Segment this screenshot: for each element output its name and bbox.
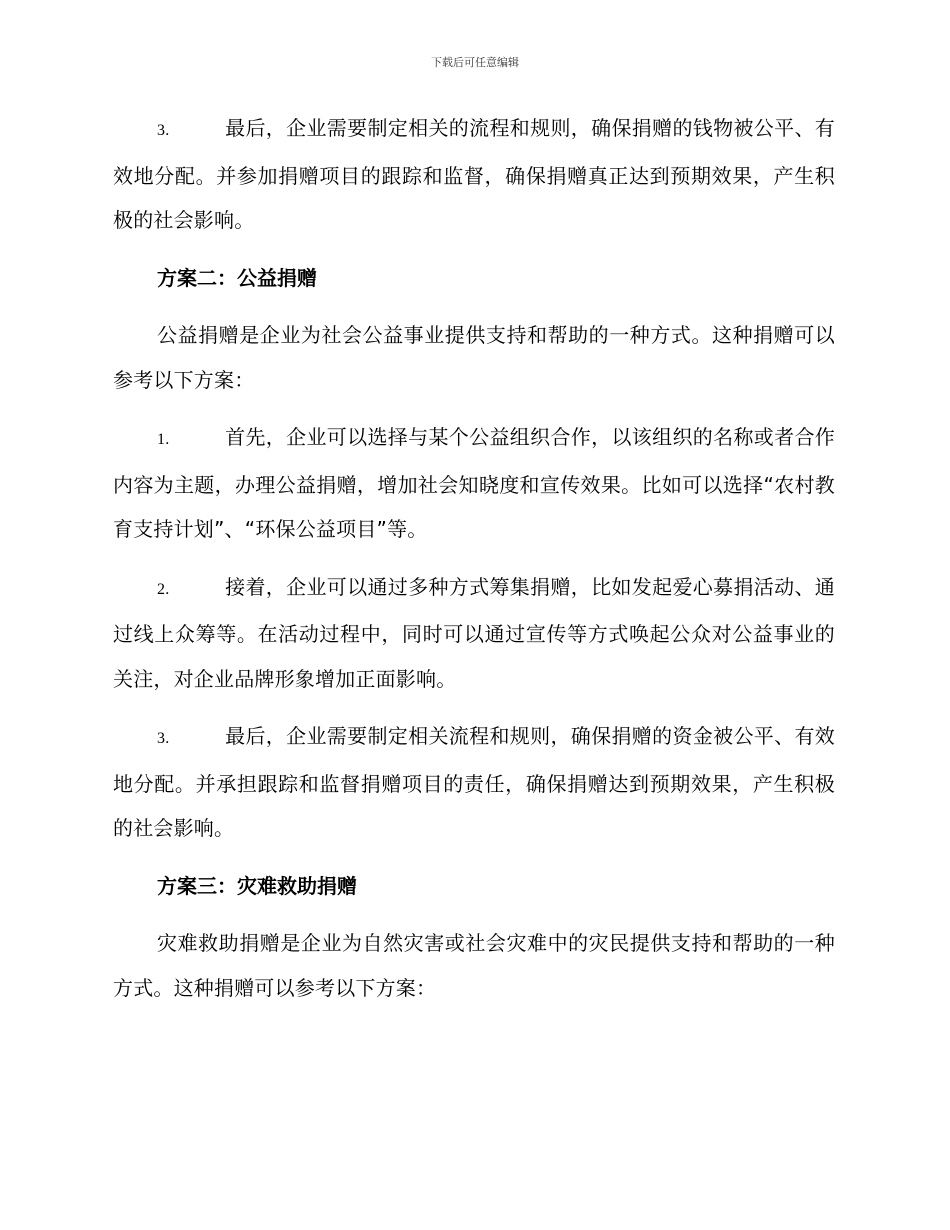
list-item-2-plan2 [113,565,835,702]
list-item-1-plan2 [113,415,835,552]
list-number: 3. [157,730,170,747]
list-item-text: 首先，企业可以选择与某个公益组织合作，以该组织的名称或者合作内容为主题，办理公益捐赠，增加社会知晓度和宣传效果。比如可以选择“农村教育支持计划”、“环保公益项目”等。 [113,425,835,541]
paragraph-plan2-intro: 公益捐赠是企业为社会公益事业提供支持和帮助的一种方式。这种捐赠可以参考以下方案： [113,323,835,392]
section-heading-plan2: 方案二：公益捐赠 [157,265,317,290]
paragraph-plan3-intro: 灾难救助捐赠是企业为自然灾害或社会灾难中的灾民提供支持和帮助的一种方式。这种捐赠可以参考以下方案： [113,931,835,1000]
page-header: 下载后可任意编辑 [431,56,519,69]
document-body [113,106,835,1023]
list-number: 2. [157,580,170,598]
section-heading-plan3: 方案三：灾难救助捐赠 [157,873,357,898]
list-item-3-plan1 [113,106,835,243]
list-item-text: 最后，企业需要制定相关流程和规则，确保捐赠的资金被公平、有效地分配。并承担跟踪和监督捐赠项目的责任，确保捐赠达到预期效果，产生积极的社会影响。 [113,724,835,840]
list-item-3-plan2 [113,714,835,851]
list-number: 1. [157,431,170,448]
list-number: 3. [157,122,170,139]
list-item-text: 接着，企业可以通过多种方式筹集捐赠，比如发起爱心募捐活动、通过线上众筹等。在活动过程中，同时可以通过宣传等方式唤起公众对公益事业的关注，对企业品牌形象增加正面影响。 [113,574,835,691]
list-item-text: 最后，企业需要制定相关的流程和规则，确保捐赠的钱物被公平、有效地分配。并参加捐赠项目的跟踪和监督，确保捐赠真正达到预期效果，产生积极的社会影响。 [113,116,835,232]
